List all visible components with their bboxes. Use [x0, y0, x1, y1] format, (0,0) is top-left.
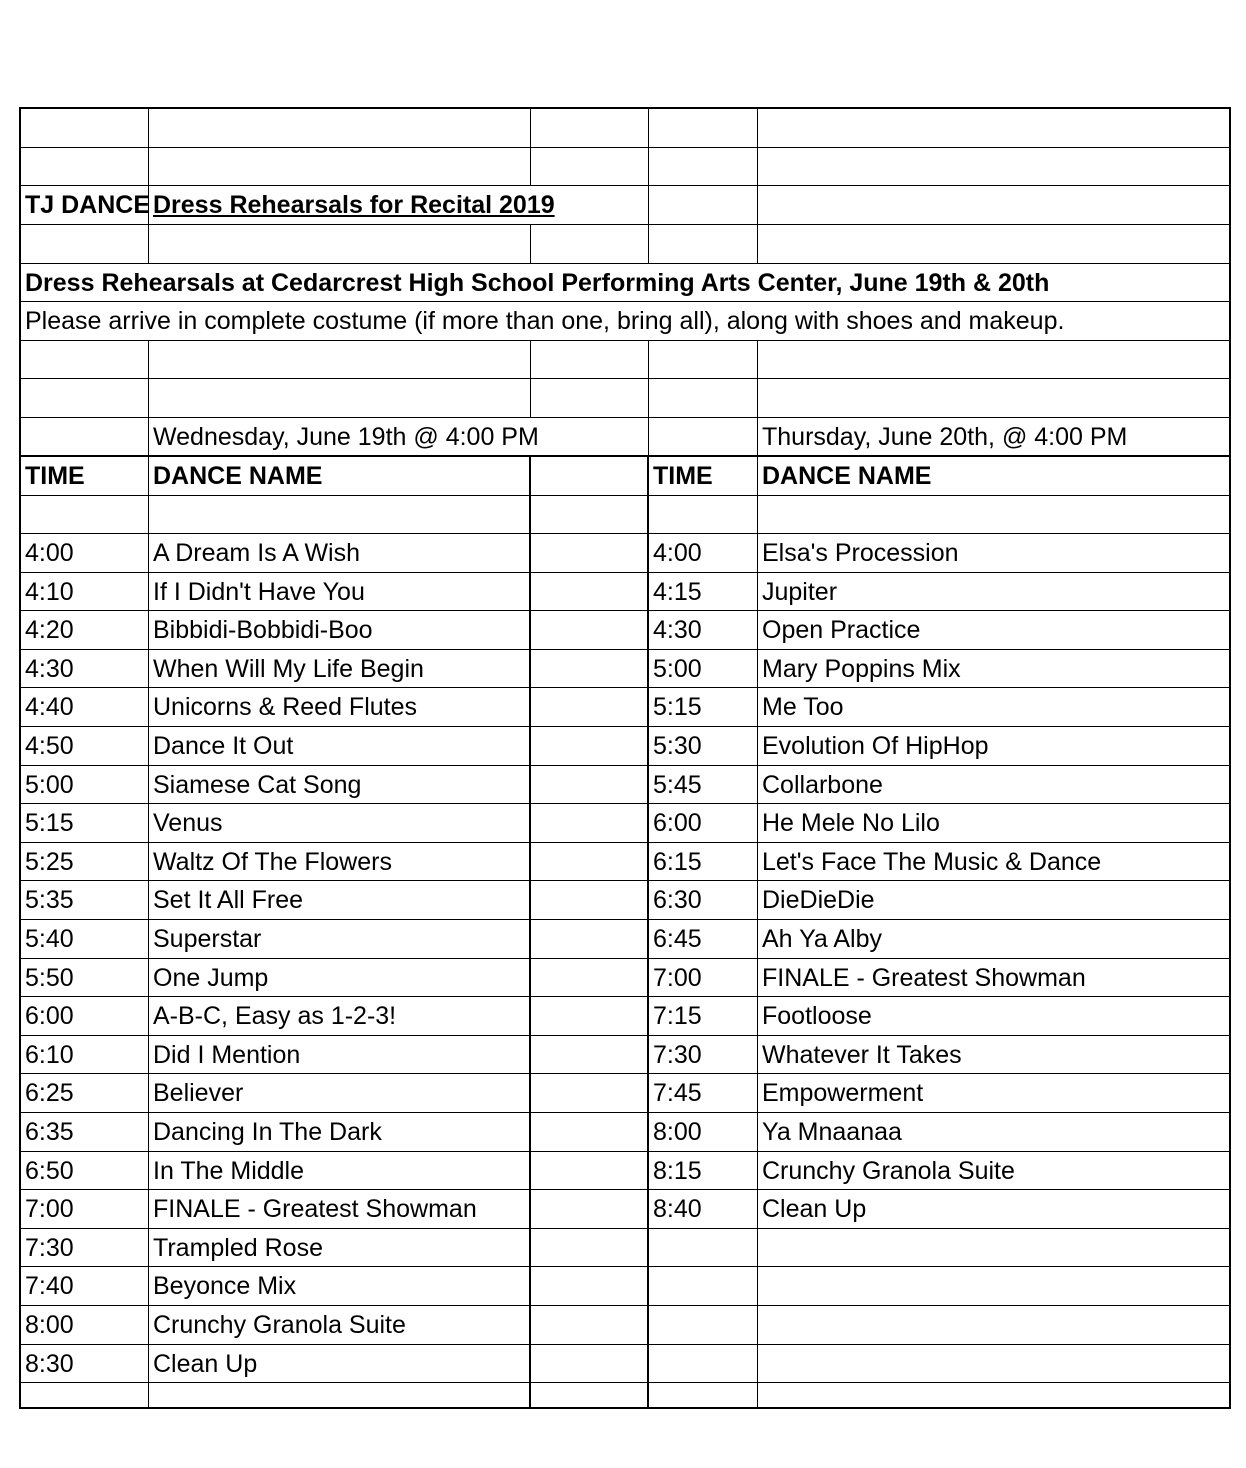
table-row: [21, 1383, 1229, 1407]
table-row: [21, 1152, 1229, 1190]
cell: [531, 1345, 649, 1382]
cell: [149, 109, 531, 147]
wednesday-heading: Wednesday, June 19th @ 4:00 PM: [149, 418, 649, 455]
wed-time-cell: 4:30: [21, 650, 149, 687]
wed-time-cell: 5:35: [21, 881, 149, 919]
cell: [531, 881, 649, 919]
cell: [531, 804, 649, 842]
wed-dance-cell: Did I Mention: [149, 1036, 531, 1073]
thu-dance-cell: [758, 1267, 1229, 1305]
cell: [531, 1383, 649, 1407]
wed-dance-cell: Clean Up: [149, 1345, 531, 1382]
thu-time-cell: [649, 1306, 758, 1344]
cell: [649, 418, 758, 455]
wed-dance-cell: Siamese Cat Song: [149, 766, 531, 803]
empty-row: [21, 341, 1229, 379]
wed-dance-cell: A Dream Is A Wish: [149, 534, 531, 572]
table-row: [21, 1074, 1229, 1113]
table-row: [21, 1267, 1229, 1306]
cell: [531, 534, 649, 572]
cell: [21, 148, 149, 185]
wed-dance-header: DANCE NAME: [149, 457, 531, 495]
cell: [649, 496, 758, 533]
cell: [531, 109, 649, 147]
wed-dance-cell: Beyonce Mix: [149, 1267, 531, 1305]
table-row: [21, 920, 1229, 959]
thu-time-cell: 6:15: [649, 843, 758, 880]
cell: [531, 573, 649, 610]
wed-time-cell: 4:00: [21, 534, 149, 572]
thu-time-cell: 7:00: [649, 959, 758, 996]
wed-time-cell: 6:50: [21, 1152, 149, 1189]
thu-time-cell: 5:00: [649, 650, 758, 687]
wed-dance-cell: Crunchy Granola Suite: [149, 1306, 531, 1344]
wed-dance-cell: [149, 1383, 531, 1407]
table-row: [21, 843, 1229, 881]
thu-time-cell: 8:40: [649, 1190, 758, 1228]
table-row: [21, 534, 1229, 573]
wed-time-cell: 7:30: [21, 1229, 149, 1266]
empty-row: [21, 109, 1229, 148]
cell: [531, 997, 649, 1035]
wed-dance-cell: One Jump: [149, 959, 531, 996]
thu-dance-cell: Let's Face The Music & Dance: [762, 848, 1102, 876]
thu-time-cell: 8:15: [649, 1152, 758, 1189]
thu-dance-cell: [758, 1383, 1229, 1407]
wed-time-cell: 4:10: [21, 573, 149, 610]
cell: [531, 766, 649, 803]
thu-time-cell: 7:15: [649, 997, 758, 1035]
table-row: [21, 1345, 1229, 1383]
thu-dance-cell: FINALE - Greatest Showman: [762, 964, 1086, 992]
page-title: Dress Rehearsals for Recital 2019: [153, 191, 555, 219]
wed-time-cell: [21, 1383, 149, 1407]
table-row: [21, 727, 1229, 766]
table-row: [21, 1190, 1229, 1229]
cell: [531, 920, 649, 958]
table-row: [21, 688, 1229, 727]
wed-time-header: TIME: [21, 457, 149, 495]
wed-time-cell: 7:00: [21, 1190, 149, 1228]
wed-dance-cell: In The Middle: [149, 1152, 531, 1189]
wed-dance-cell: Dance It Out: [149, 727, 531, 765]
cell: [531, 1113, 649, 1151]
cell: [149, 148, 531, 185]
cell: [531, 688, 649, 726]
wed-dance-cell: Set It All Free: [149, 881, 531, 919]
thu-dance-cell: Mary Poppins Mix: [762, 655, 961, 683]
wed-time-cell: 6:00: [21, 997, 149, 1035]
cell: [649, 379, 758, 417]
cell: [149, 379, 531, 417]
empty-row: [21, 225, 1229, 264]
wed-time-cell: 4:20: [21, 611, 149, 649]
table-row: [21, 997, 1229, 1036]
title-row: [21, 186, 1229, 225]
thu-time-cell: [649, 1229, 758, 1266]
thu-dance-cell: Elsa's Procession: [762, 539, 959, 567]
thu-dance-cell: He Mele No Lilo: [762, 809, 940, 837]
wed-time-cell: 8:30: [21, 1345, 149, 1382]
wed-time-cell: 4:50: [21, 727, 149, 765]
thu-time-cell: 5:30: [649, 727, 758, 765]
wed-time-cell: 5:50: [21, 959, 149, 996]
cell: [649, 186, 758, 224]
thu-dance-cell: Jupiter: [762, 578, 838, 606]
wed-dance-cell: FINALE - Greatest Showman: [149, 1190, 531, 1228]
cell: [531, 1306, 649, 1344]
cell: [531, 457, 649, 495]
cell: [531, 379, 649, 417]
cell: [531, 148, 649, 185]
wed-time-cell: 5:25: [21, 843, 149, 880]
thu-time-cell: [649, 1345, 758, 1382]
wed-time-cell: 7:40: [21, 1267, 149, 1305]
thu-dance-cell: Evolution Of HipHop: [762, 732, 989, 760]
thu-dance-cell: Crunchy Granola Suite: [762, 1157, 1015, 1185]
wed-dance-cell: Unicorns & Reed Flutes: [149, 688, 531, 726]
wed-time-cell: 5:15: [21, 804, 149, 842]
wed-time-cell: 5:00: [21, 766, 149, 803]
cell: [531, 727, 649, 765]
table-row: [21, 650, 1229, 688]
cell: [531, 959, 649, 996]
cell: [531, 650, 649, 687]
thu-time-cell: 6:00: [649, 804, 758, 842]
table-row: [21, 766, 1229, 804]
cell: [21, 496, 149, 533]
thu-time-cell: 7:45: [649, 1074, 758, 1112]
wed-dance-cell: Venus: [149, 804, 531, 842]
thu-dance-cell: [758, 1345, 1229, 1382]
cell: [649, 225, 758, 263]
table-row: [21, 959, 1229, 997]
wed-time-cell: 6:10: [21, 1036, 149, 1073]
thu-time-cell: 4:00: [649, 534, 758, 572]
thu-time-cell: [649, 1383, 758, 1407]
page-title-cell: [149, 186, 649, 224]
wed-dance-cell: Waltz Of The Flowers: [149, 843, 531, 880]
wed-dance-cell: Dancing In The Dark: [149, 1113, 531, 1151]
table-row: [21, 1113, 1229, 1152]
cell: [149, 225, 531, 263]
cell: [21, 379, 149, 417]
thu-dance-cell: [758, 1229, 1229, 1266]
table-row: [21, 1036, 1229, 1074]
thu-dance-cell: Empowerment: [762, 1079, 924, 1107]
instructions-row: [21, 302, 1229, 341]
cell: [649, 341, 758, 378]
thu-time-cell: 7:30: [649, 1036, 758, 1073]
table-row: [21, 881, 1229, 920]
cell: [531, 1190, 649, 1228]
table-row: [21, 1306, 1229, 1345]
thu-dance-cell: Me Too: [762, 693, 844, 721]
location-row: [21, 264, 1229, 302]
thu-time-cell: 6:30: [649, 881, 758, 919]
thu-dance-cell: [758, 1306, 1229, 1344]
thu-time-cell: 4:15: [649, 573, 758, 610]
wed-dance-cell: When Will My Life Begin: [149, 650, 531, 687]
location-line: Dress Rehearsals at Cedarcrest High School Performing Arts Center, June 19th & 20th: [25, 269, 1050, 297]
thu-dance-cell: Clean Up: [762, 1195, 867, 1223]
thu-dance-cell: Footloose: [762, 1002, 872, 1030]
wed-dance-cell: A-B-C, Easy as 1-2-3!: [149, 997, 531, 1035]
thu-time-header: TIME: [649, 457, 758, 495]
thu-time-cell: 5:15: [649, 688, 758, 726]
wed-dance-cell: Bibbidi-Bobbidi-Boo: [149, 611, 531, 649]
table-row: [21, 611, 1229, 650]
thu-time-cell: 6:45: [649, 920, 758, 958]
cell: [531, 843, 649, 880]
empty-row: [21, 379, 1229, 418]
wed-dance-cell: Superstar: [149, 920, 531, 958]
cell: [531, 1152, 649, 1189]
thu-dance-cell: Ah Ya Alby: [762, 925, 882, 953]
thu-time-cell: [649, 1267, 758, 1305]
table-row: [21, 804, 1229, 843]
thu-dance-cell: Collarbone: [762, 771, 883, 799]
thu-time-cell: 4:30: [649, 611, 758, 649]
column-headers-row: [21, 457, 1229, 496]
cell: [21, 341, 149, 378]
cell: [531, 1036, 649, 1073]
empty-row: [21, 148, 1229, 186]
thu-time-cell: 5:45: [649, 766, 758, 803]
cell: [21, 225, 149, 263]
cell: [531, 1074, 649, 1112]
spreadsheet: [19, 107, 1231, 1409]
cell: [149, 496, 531, 533]
cell: [531, 611, 649, 649]
org-name: TJ DANCE: [21, 186, 149, 224]
thu-dance-header: DANCE NAME: [762, 462, 932, 490]
cell: [531, 341, 649, 378]
wed-time-cell: 4:40: [21, 688, 149, 726]
wed-time-cell: 6:25: [21, 1074, 149, 1112]
cell: [531, 496, 649, 533]
thursday-heading: Thursday, June 20th, @ 4:00 PM: [762, 423, 1128, 451]
wed-dance-cell: Believer: [149, 1074, 531, 1112]
cell: [21, 109, 149, 147]
cell: [149, 341, 531, 378]
wed-time-cell: 5:40: [21, 920, 149, 958]
cell: [531, 1229, 649, 1266]
thu-dance-cell: Open Practice: [762, 616, 921, 644]
instructions-line: Please arrive in complete costume (if more than one, bring all), along with shoes and makeup.: [25, 307, 1065, 335]
table-row: [21, 573, 1229, 611]
wed-dance-cell: Trampled Rose: [149, 1229, 531, 1266]
cell: [531, 225, 649, 263]
cell: [649, 148, 758, 185]
empty-row: [21, 496, 1229, 534]
wed-time-cell: 8:00: [21, 1306, 149, 1344]
cell: [531, 1267, 649, 1305]
thu-dance-cell: DieDieDie: [762, 886, 875, 914]
thu-time-cell: 8:00: [649, 1113, 758, 1151]
table-row: [21, 1229, 1229, 1267]
cell: [649, 109, 758, 147]
thu-dance-cell: Whatever It Takes: [762, 1041, 962, 1069]
thu-dance-cell: Ya Mnaanaa: [762, 1118, 902, 1146]
wed-dance-cell: If I Didn't Have You: [149, 573, 531, 610]
cell: [21, 418, 149, 455]
day-headings-row: [21, 418, 1229, 457]
wed-time-cell: 6:35: [21, 1113, 149, 1151]
